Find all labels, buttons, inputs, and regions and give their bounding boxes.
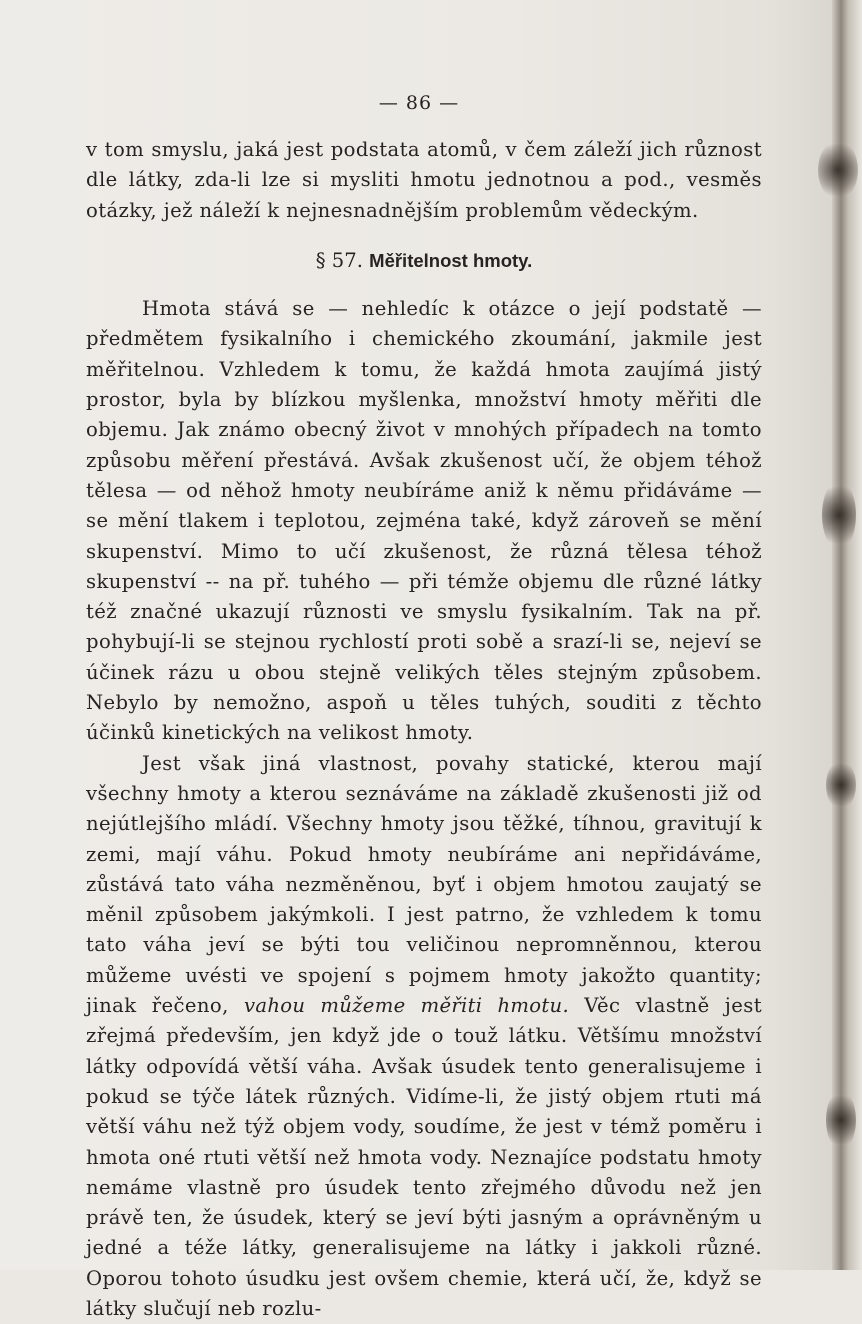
text-column: [86, 135, 762, 1324]
ink-stain: [826, 760, 856, 810]
ink-stain: [818, 140, 858, 200]
page-number: — 86 —: [378, 92, 460, 114]
ink-stain: [826, 1090, 856, 1150]
paragraph-continued: v tom smyslu, jaká jest podstata atomů, v čem záleží jich různost dle látky, zda-li lze si mysliti hmotu jednotnou a pod., vesměs otázky, jež náleží k nejnesnadnějším problemům vědeckým.: [86, 138, 762, 222]
paragraph-measurability: Hmota stává se — nehledíc k otázce o její podstatě — předmětem fysikalního i chemického zkoumání, jakmile jest měřitelnou. Vzhledem k tomu, že každá hmota zaujímá jistý prostor, byla by blízkou myšlenka, množství hmoty měřiti dle objemu. Jak známo obecný život v mnohých případech na tomto způsobu měření přestává. Avšak zkušenost učí, že objem téhož tělesa — od něhož hmoty neubíráme aniž k němu přidáváme — se mění tlakem i teplotou, zejména také, když zároveň se mění skupenství. Mimo to učí zkušenost, že různá tělesa téhož skupenství -- na př. tuhého — při témže objemu dle různé látky též značné ukazují různosti ve smyslu fysikalním. Tak na př. pohybují-li se stejnou rychlostí proti sobě a srazí-li se, nejeví se účinek rázu u obou stejně velikých těles stejným způsobem. Nebylo by nemožno, aspoň u těles tuhých, souditi z těchto účinků kinetických na velikost hmoty.: [86, 297, 762, 745]
paragraph-weight-text-2: Věc vlastně jest zřejmá především, jen když jde o touž látku. Většímu množství látky odpovídá větší váha. Avšak úsudek tento generalisujeme i pokud se týče látek různých. Vidíme-li, že jistý objem rtuti má větší váhu než týž objem vody, soudíme, že jest v témž poměru i hmota oné rtuti větší než hmota vody. Neznajíce podstatu hmoty nemáme vlastně pro úsudek tento zřejmého důvodu než jen právě ten, že úsudek, který se jeví býti jasným a oprávněným u jedné a téže látky, generalisujeme na látky i jakkoli různé. Oporou tohoto úsudku jest ovšem chemie, která učí, že, když se látky slučují neb rozlu-: [86, 994, 762, 1320]
section-number: § 57.: [315, 248, 363, 272]
paragraph-weight-text-1: Jest však jiná vlastnost, povahy statické, kterou mají všechny hmoty a kterou seznáváme na základě zkušenosti již od nejútlejšího mládí. Všechny hmoty jsou těžké, tíhnou, gravitují k zemi, mají váhu. Pokud hmoty neubíráme ani nepřidáváme, zůstává tato váha nezměněnou, byť i objem hmotou zaujatý se měnil způsobem jakýmkoli. I jest patrno, že vzhledem k tomu tato váha jeví se býti tou veličinou nepromněnnou, kterou můžeme uvésti ve spojení s pojmem hmoty jakožto quantity; jinak řečeno,: [86, 751, 762, 1018]
paragraph-weight: [86, 749, 762, 1324]
emphasis-text: vahou můžeme měřiti hmotu.: [243, 994, 570, 1018]
section-title: Měřitelnost hmoty.: [369, 249, 533, 271]
section-heading: [86, 246, 762, 276]
ink-stain: [822, 480, 856, 550]
